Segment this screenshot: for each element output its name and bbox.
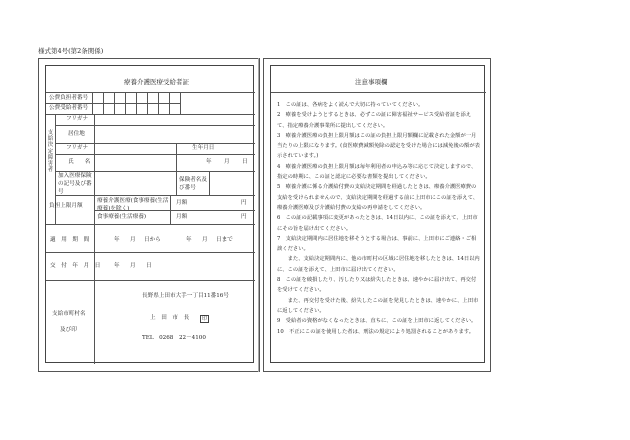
note-item: 8 この証を破損したり、汚したり又は紛失したときは、速やかに届け出て、再交付を受けてください。 <box>277 277 477 294</box>
furigana-label: フリガナ <box>66 116 89 122</box>
insurance-number-label: 加入医療保険の記号及び番号 <box>58 173 92 195</box>
issuer-label: 支給市町村名 <box>52 311 86 317</box>
public-payer-no-label: 公費負担者番号 <box>49 95 89 101</box>
note-item: 9 受給者の資格がなくなったときは、直ちに、この証を上田市に返してください。 <box>277 318 477 325</box>
certificate-back <box>263 58 491 372</box>
issuer-address: 長野県上田市大手一丁目11番16号 <box>142 293 229 299</box>
birth-year-unit: 年 <box>206 159 212 165</box>
period-end-month: 月 <box>202 237 208 243</box>
issuer-phone: TEL 0268 22－4100 <box>142 335 206 341</box>
birth-date-label: 生年月日 <box>192 145 215 151</box>
official-seal: 印 <box>202 316 208 322</box>
period-to: 日まで <box>216 237 233 243</box>
insurer-label: 保険者名及び番号 <box>179 177 207 191</box>
issue-day: 日 <box>146 263 152 269</box>
name-label: 氏 名 <box>68 159 91 165</box>
burden-medical-yen: 円 <box>241 200 247 206</box>
note-item: また、支給決定期間内に、他の市町村の区域に居住地を移したときは、14日以内に、この証を添えて、上田市に届け出てください。 <box>277 256 480 273</box>
certificate-title: 療養介護医療受給者証 <box>124 78 189 86</box>
burden-medical-label: 療養介護医療(食事療養(生活療養)を除く) <box>97 198 169 212</box>
issuer-mayor: 上 田 市 長 <box>150 315 190 321</box>
certificate-table <box>45 65 254 363</box>
certificate-front <box>38 58 260 372</box>
fold-line <box>258 58 259 372</box>
notes-list <box>277 100 481 337</box>
burden-meal-label: 食事療養(生活療養) <box>97 214 147 220</box>
form-code: 様式第4号(第2条関係) <box>38 47 104 55</box>
burden-meal-monthly: 月額 <box>176 214 188 220</box>
notes-panel <box>270 65 485 363</box>
burden-medical-monthly: 月額 <box>176 200 188 206</box>
note-item: 7 支給決定期間内に居住地を移そうとする場合は、事前に、上田市にご連絡・ご相談ください。 <box>277 235 477 253</box>
notes-title: 注意事項欄 <box>355 78 388 86</box>
issue-month: 月 <box>130 263 136 269</box>
recipient-side-label: 支給決定障害者 <box>47 130 54 174</box>
burden-limit-label: 負担上限月額 <box>49 203 83 209</box>
note-item: また、再交付を受けた後、紛失したこの証を発見したときは、速やかに、上田市に返してください。 <box>277 297 479 314</box>
burden-meal-yen: 円 <box>241 214 247 220</box>
issuer-sub-label: 及び印 <box>60 327 77 333</box>
note-item: 3 療養介護医療の負担上限月額はこの証の負担上限月額欄に記載された金額が一月当たりの上限になります。(食医療費減額免除の認定を受けた場合には減免後の額が表示されています。) <box>277 132 480 160</box>
note-item: 2 療養を受けようとするときは、必ずこの証に障害福祉サービス受給者証を添えて、指定療養介護事業所に提出してください。 <box>277 112 472 129</box>
public-recipient-no-label: 公費受給者番号 <box>49 105 89 111</box>
note-item: 6 この証の記載事項に変更があったときは、14日以内に、この証を添えて、上田市にその旨を届け出てください。 <box>277 215 478 232</box>
period-end-year: 年 <box>186 237 192 243</box>
birth-day-unit: 日 <box>242 159 248 165</box>
note-item: 5 療養介護に係る介護給付費の支給決定期間を経過したときは、療養介護医療費の支給を受けられませんので、支給決定期間を経過する前に上田市にこの証を添えて、療養介護医療及び介護給付費の支給の再申請をしてください。 <box>277 184 479 211</box>
note-item: 10 不正にこの証を使用した者は、刑法の規定により処罰されることがあります。 <box>277 328 475 335</box>
period-from: 日から <box>144 237 161 243</box>
birth-month-unit: 月 <box>224 159 230 165</box>
note-item: 1 この証は、各病をよく読んで大切に持っていてください。 <box>277 102 424 108</box>
period-label: 適 用 期 間 <box>50 237 90 243</box>
issue-year: 年 <box>114 263 120 269</box>
period-start-month: 月 <box>130 237 136 243</box>
issue-date-label: 交 付 年 月 日 <box>50 263 101 269</box>
note-item: 4 療養介護医療の負担上限月額は毎年利用者の申込み等に応じて決定しますので、指定の時期に、この証と認定に必要な書類を提出してください。 <box>277 163 477 181</box>
period-start-year: 年 <box>114 237 120 243</box>
address-label: 居住地 <box>68 131 85 137</box>
furigana-label-2: フリガナ <box>66 145 89 151</box>
